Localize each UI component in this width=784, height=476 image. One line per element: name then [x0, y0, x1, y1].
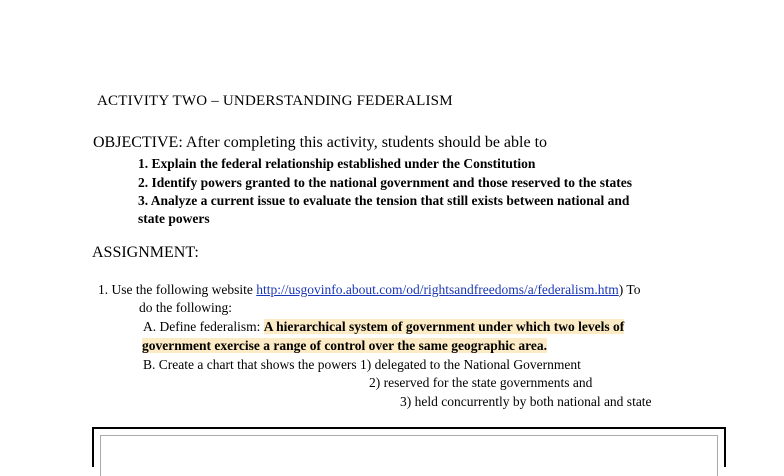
federalism-definition-1: A hierarchical system of government under which two levels of — [263, 319, 625, 334]
objective-item-3-cont: state powers — [138, 211, 210, 226]
page-title: ACTIVITY TWO – UNDERSTANDING FEDERALISM — [97, 93, 453, 109]
federalism-link[interactable]: http://usgovinfo.about.com/od/rightsandfreedoms/a/federalism.htm — [256, 282, 619, 297]
objective-intro: OBJECTIVE: After completing this activity, students should be able to — [93, 134, 548, 151]
item-b-line3: 3) held concurrently by both national and state — [400, 394, 652, 409]
item-a-label: A. Define federalism: — [143, 319, 264, 334]
step-1-line — [98, 282, 640, 298]
step-1-continuation: do the following: — [139, 300, 232, 315]
objective-item-1: 1. Explain the federal relationship established under the Constitution — [138, 156, 536, 171]
chart-box — [92, 427, 726, 467]
item-b-line1: B. Create a chart that shows the powers 1) delegated to the National Government — [143, 357, 581, 372]
item-b-line2: 2) reserved for the state governments and — [369, 375, 593, 390]
objective-item-3: 3. Analyze a current issue to evaluate the tension that still exists between national and — [138, 193, 630, 208]
step-1-prefix: 1. Use the following website — [98, 282, 257, 297]
step-1-suffix: ) To — [618, 282, 641, 297]
assignment-heading: ASSIGNMENT: — [92, 244, 199, 261]
item-a-line2 — [142, 338, 547, 354]
chart-box-inner — [100, 435, 718, 476]
objective-item-2: 2. Identify powers granted to the national government and those reserved to the states — [138, 175, 632, 190]
federalism-definition-2: government exercise a range of control over the same geographic area. — [142, 338, 548, 353]
item-a-line1 — [143, 319, 624, 335]
